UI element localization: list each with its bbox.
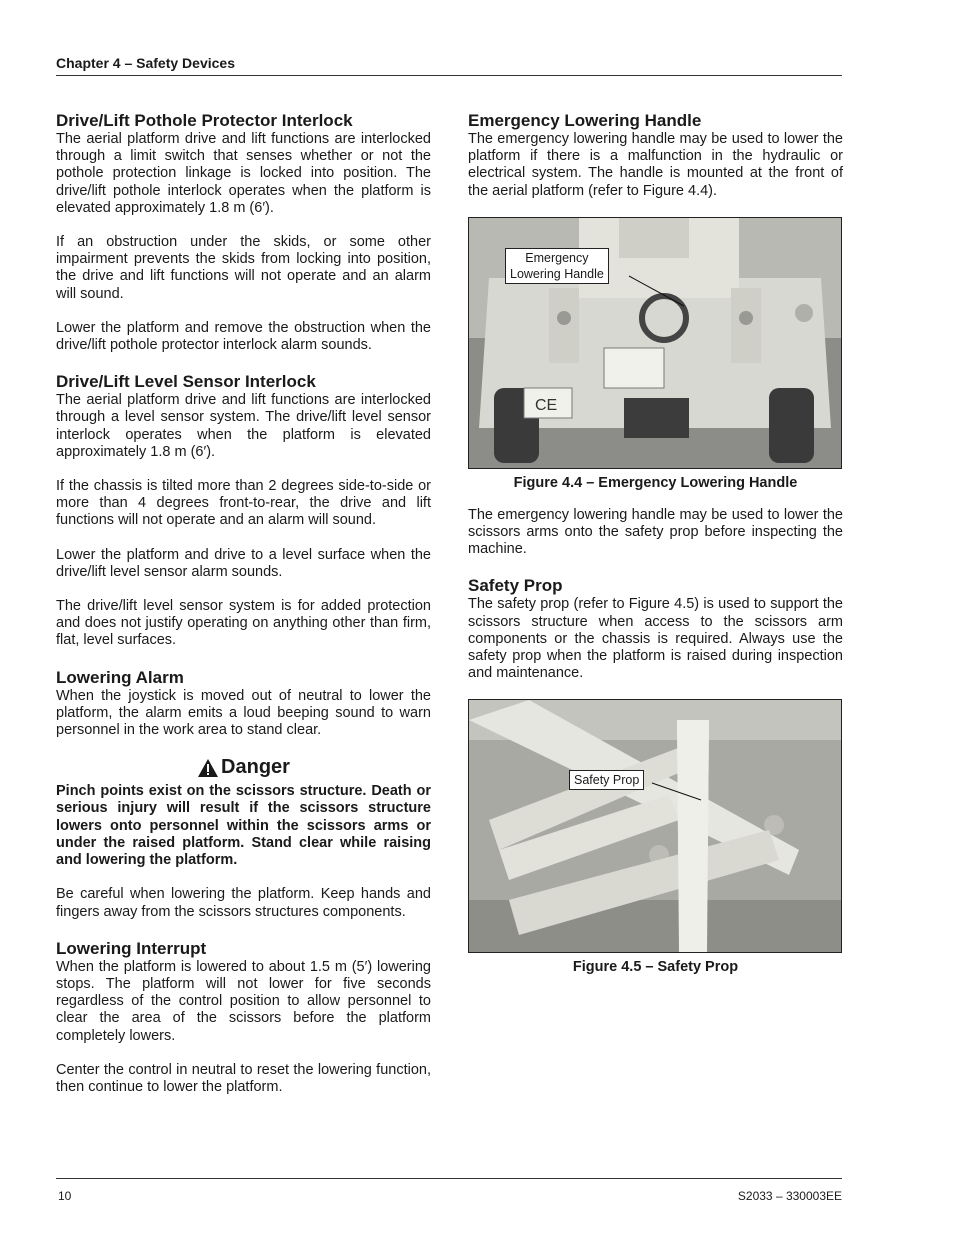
section-title-emergency-lowering-handle: Emergency Lowering Handle [468, 111, 702, 130]
paragraph: When the joystick is moved out of neutral to lower the platform, the alarm emits a loud beeping sound to warn personnel in the work area to stand clear. [56, 687, 431, 739]
section-title-lowering-interrupt: Lowering Interrupt [56, 938, 207, 958]
chapter-header: Chapter 4 – Safety Devices [56, 55, 235, 71]
section-title-pothole-interlock: Drive/Lift Pothole Protector Interlock [56, 111, 353, 130]
paragraph: The emergency lowering handle may be used to lower the platform if there is a malfunction in the hydraulic or electrical system. The handle is mounted at the front of the aerial platform (refer to Figure 4.4). [468, 131, 843, 199]
paragraph: If the chassis is tilted more than 2 degrees side-to-side or more than 4 degrees front-to-rear, the drive and lift functions will not operate and an alarm will sound. [56, 478, 431, 529]
paragraph: The aerial platform drive and lift functions are interlocked through a limit switch that senses whether or not the pothole protection linkage is locked into position. The drive/lift pothole interlock operates when the platform is elevated approximately 1.8 m (6′). [56, 131, 431, 216]
warning-triangle-icon [197, 758, 219, 778]
document-id: S2033 – 330003EE [737, 1189, 842, 1203]
page-number: 10 [58, 1189, 72, 1203]
figure-4-5-photo [468, 699, 842, 953]
section-title-lowering-alarm: Lowering Alarm [56, 667, 184, 687]
section-title-safety-prop: Safety Prop [468, 576, 563, 596]
left-column [56, 110, 431, 1113]
danger-title: Danger [221, 756, 290, 779]
section-title-level-sensor: Drive/Lift Level Sensor Interlock [56, 372, 316, 392]
ce-mark: CE [535, 396, 558, 414]
danger-heading [56, 756, 431, 779]
paragraph: When the platform is lowered to about 1.5 m (5′) lowering stops. The platform will not lower for five seconds regardless of the control position to allow personnel to clear the area of the scissors before the platform completely lowers. [56, 958, 431, 1044]
paragraph: Lower the platform and remove the obstruction when the drive/lift pothole protector interlock alarm sounds. [56, 319, 431, 354]
figure-caption: Figure 4.4 – Emergency Lowering Handle [513, 474, 798, 491]
figure-caption: Figure 4.5 – Safety Prop [572, 959, 739, 976]
footer-rule [56, 1178, 842, 1179]
header-rule [56, 75, 842, 76]
danger-text: Pinch points exist on the scissors structure. Death or serious injury will result if the scissors structure lowers onto personnel within the scissors arms or under the raised platform. Stand clear while raising and lowering the platform. [56, 783, 431, 869]
paragraph: Center the control in neutral to reset the lowering function, then continue to lower the platform. [56, 1061, 431, 1095]
safety-prop-illustration [469, 700, 841, 952]
paragraph: The aerial platform drive and lift functions are interlocked through a level sensor system. The drive/lift level sensor interlock operates when the platform is elevated approximately 1.8 m (6′). [56, 392, 431, 460]
paragraph: The safety prop (refer to Figure 4.5) is used to support the scissors structure when access to the scissors arm components or the chassis is required. Always use the safety prop when the platform is raised during inspection and maintenance. [468, 596, 843, 682]
callout-emergency-lowering-handle: Emergency Lowering Handle [505, 248, 609, 284]
figure-4-4-photo [468, 217, 842, 469]
paragraph: The emergency lowering handle may be used to lower the scissors arms onto the safety prop before inspecting the machine. [468, 506, 843, 558]
paragraph: The drive/lift level sensor system is for added protection and does not justify operating on anything other than firm, flat, level surfaces. [56, 598, 431, 649]
paragraph: If an obstruction under the skids, or some other impairment prevents the skids from locking into position, the drive and lift functions will not operate and an alarm will sound. [56, 234, 431, 302]
paragraph: Lower the platform and drive to a level surface when the drive/lift level sensor alarm sounds. [56, 546, 431, 580]
right-column [468, 110, 843, 991]
paragraph: Be careful when lowering the platform. Keep hands and fingers away from the scissors structures components. [56, 886, 431, 920]
callout-safety-prop: Safety Prop [569, 770, 644, 790]
